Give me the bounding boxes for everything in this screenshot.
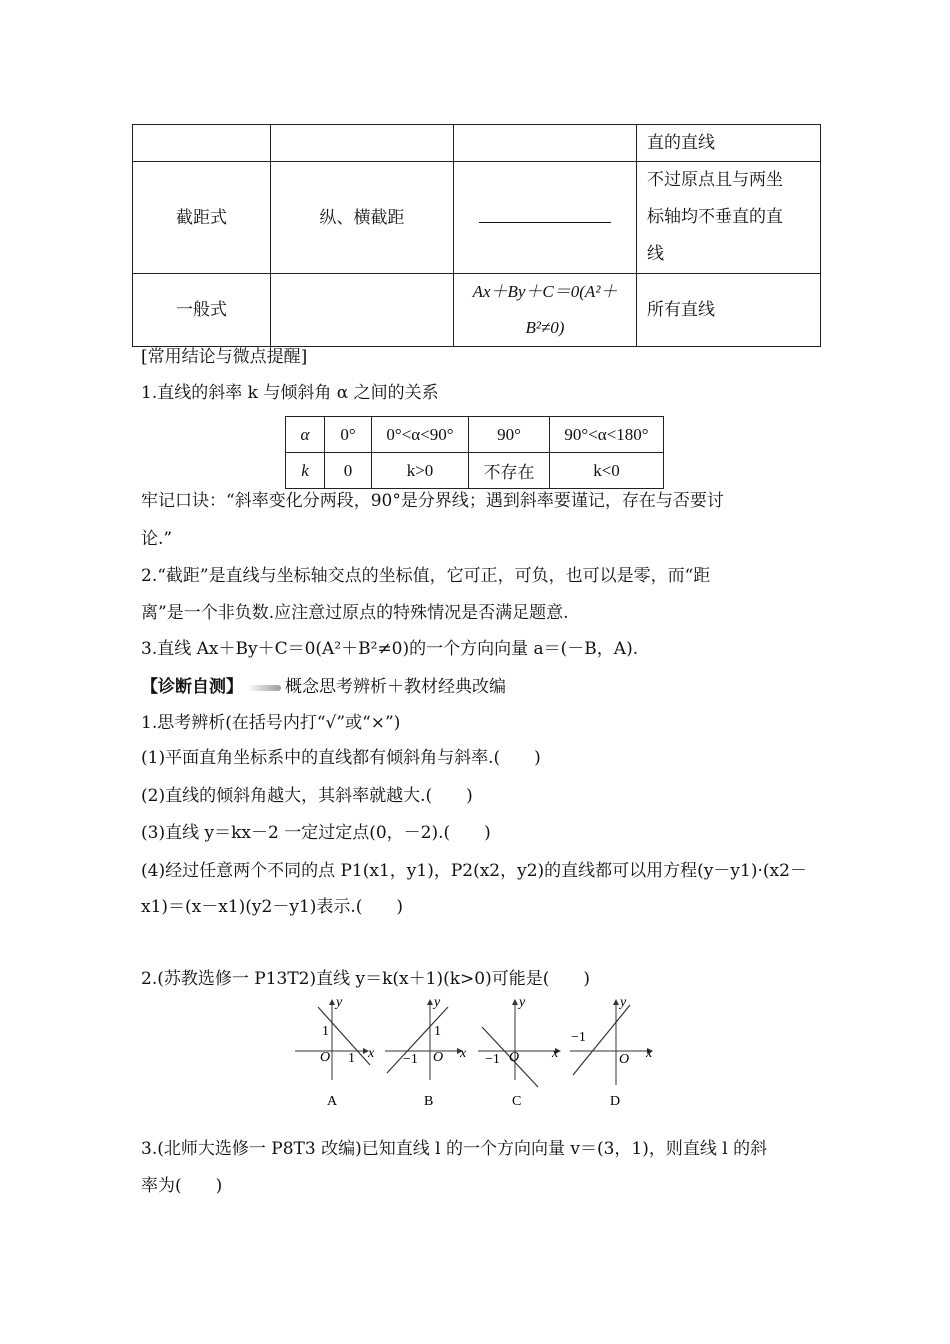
q1-title: 1.思考辨析(在括号内打“√”或“×”): [141, 713, 401, 733]
x-label: x: [552, 1046, 559, 1061]
mnemonic-line-2: 论.”: [141, 529, 173, 549]
table2-cell: α: [286, 417, 325, 453]
cell-line: Ax＋By＋C＝0(A²＋: [472, 282, 618, 301]
table1-cell: 截距式: [133, 162, 271, 274]
q1-part-4-line-1: (4)经过任意两个不同的点 P1(x1，y1)，P2(x2，y2)的直线都可以用方程(y－y1)·(x2－: [141, 861, 807, 881]
graph-label-d: D: [610, 1094, 621, 1109]
table1-cell: [271, 274, 454, 347]
section-title: [常用结论与微点提醒]: [141, 347, 308, 367]
item-3: 3.直线 Ax＋By＋C＝0(A²＋B²≠0)的一个方向向量 a＝(－B，A).: [141, 639, 639, 659]
y-label: y: [434, 995, 441, 1010]
diagnosis-title: 【诊断自测】: [141, 677, 243, 697]
q1-part-1: (1)平面直角坐标系中的直线都有倾斜角与斜率.( ): [141, 748, 541, 768]
table1-cell: [637, 162, 821, 274]
origin-label: O: [509, 1050, 520, 1065]
q3-stem-line-2: 率为( ): [141, 1176, 223, 1196]
arrow-icon: [247, 685, 281, 691]
table2-cell: 90°<α<180°: [550, 417, 664, 453]
table1-cell: 纵、横截距: [271, 162, 454, 274]
cell-line: 线: [647, 244, 664, 264]
graph-label-b: B: [424, 1094, 434, 1109]
fill-blank: [479, 208, 611, 223]
x-label: x: [646, 1046, 653, 1061]
table2-cell: 不存在: [469, 453, 550, 489]
q2-stem: 2.(苏教选修一 P13T2)直线 y＝k(x＋1)(k>0)可能是( ): [141, 969, 590, 989]
diagnosis-header: [141, 676, 506, 698]
q1-part-4-line-2: x1)＝(x－x1)(y2－y1)表示.( ): [141, 897, 404, 917]
cell-line: 不过原点且与两坐: [647, 170, 783, 190]
graph-label-c: C: [512, 1094, 522, 1109]
graph-d: [570, 995, 653, 1109]
tick-label: 1: [322, 1024, 329, 1039]
graph-label-a: A: [327, 1094, 338, 1109]
table2-cell: k<0: [550, 453, 664, 489]
origin-label: O: [619, 1052, 630, 1067]
table2-cell: k: [286, 453, 325, 489]
origin-label: O: [433, 1050, 444, 1065]
slope-angle-table: [285, 416, 664, 489]
tick-label: −1: [485, 1052, 500, 1067]
table1-cell: 直的直线: [637, 125, 821, 162]
item-2-line-2: 离”是一个非负数.应注意过原点的特殊情况是否满足题意.: [141, 603, 569, 623]
tick-label: 1: [348, 1051, 355, 1066]
table2-cell: 0°: [325, 417, 372, 453]
y-label: y: [336, 995, 343, 1010]
table1-cell: [454, 274, 637, 347]
table1-cell: 所有直线: [637, 274, 821, 347]
line-forms-table: [132, 124, 821, 347]
table1-cell: [454, 125, 637, 162]
graph-a: [295, 995, 375, 1109]
y-label: y: [620, 995, 627, 1010]
item-1: 1.直线的斜率 k 与倾斜角 α 之间的关系: [141, 383, 439, 403]
diagnosis-subtitle: 概念思考辨析＋教材经典改编: [285, 677, 506, 697]
graph-b: [385, 995, 467, 1109]
table2-cell: 90°: [469, 417, 550, 453]
tick-label: −1: [571, 1030, 586, 1045]
table1-cell: [133, 125, 271, 162]
cell-line: B²≠0): [525, 318, 565, 337]
cell-line: 标轴均不垂直的直: [647, 207, 783, 227]
q3-stem-line-1: 3.(北师大选修一 P8T3 改编)已知直线 l 的一个方向向量 v＝(3，1)，则直线 l 的斜: [141, 1139, 768, 1159]
table2-cell: 0°<α<90°: [372, 417, 469, 453]
table1-cell: [454, 162, 637, 274]
tick-label: −1: [403, 1052, 418, 1067]
q1-part-2: (2)直线的倾斜角越大，其斜率就越大.( ): [141, 786, 473, 806]
x-label: x: [460, 1046, 467, 1061]
graph-c: [478, 995, 560, 1109]
table1-cell: [271, 125, 454, 162]
tick-label: 1: [434, 1024, 441, 1039]
table1-cell: 一般式: [133, 274, 271, 347]
x-label: x: [368, 1046, 375, 1061]
table2-cell: k>0: [372, 453, 469, 489]
mnemonic-line-1: 牢记口诀：“斜率变化分两段，90°是分界线；遇到斜率要谨记，存在与否要讨: [141, 491, 724, 511]
table2-cell: 0: [325, 453, 372, 489]
y-label: y: [519, 995, 526, 1010]
item-2-line-1: 2.“截距”是直线与坐标轴交点的坐标值，它可正，可负，也可以是零，而“距: [141, 566, 711, 586]
answer-graphs: [290, 995, 670, 1110]
origin-label: O: [320, 1050, 331, 1065]
q1-part-3: (3)直线 y＝kx－2 一定过定点(0，－2).( ): [141, 823, 491, 843]
